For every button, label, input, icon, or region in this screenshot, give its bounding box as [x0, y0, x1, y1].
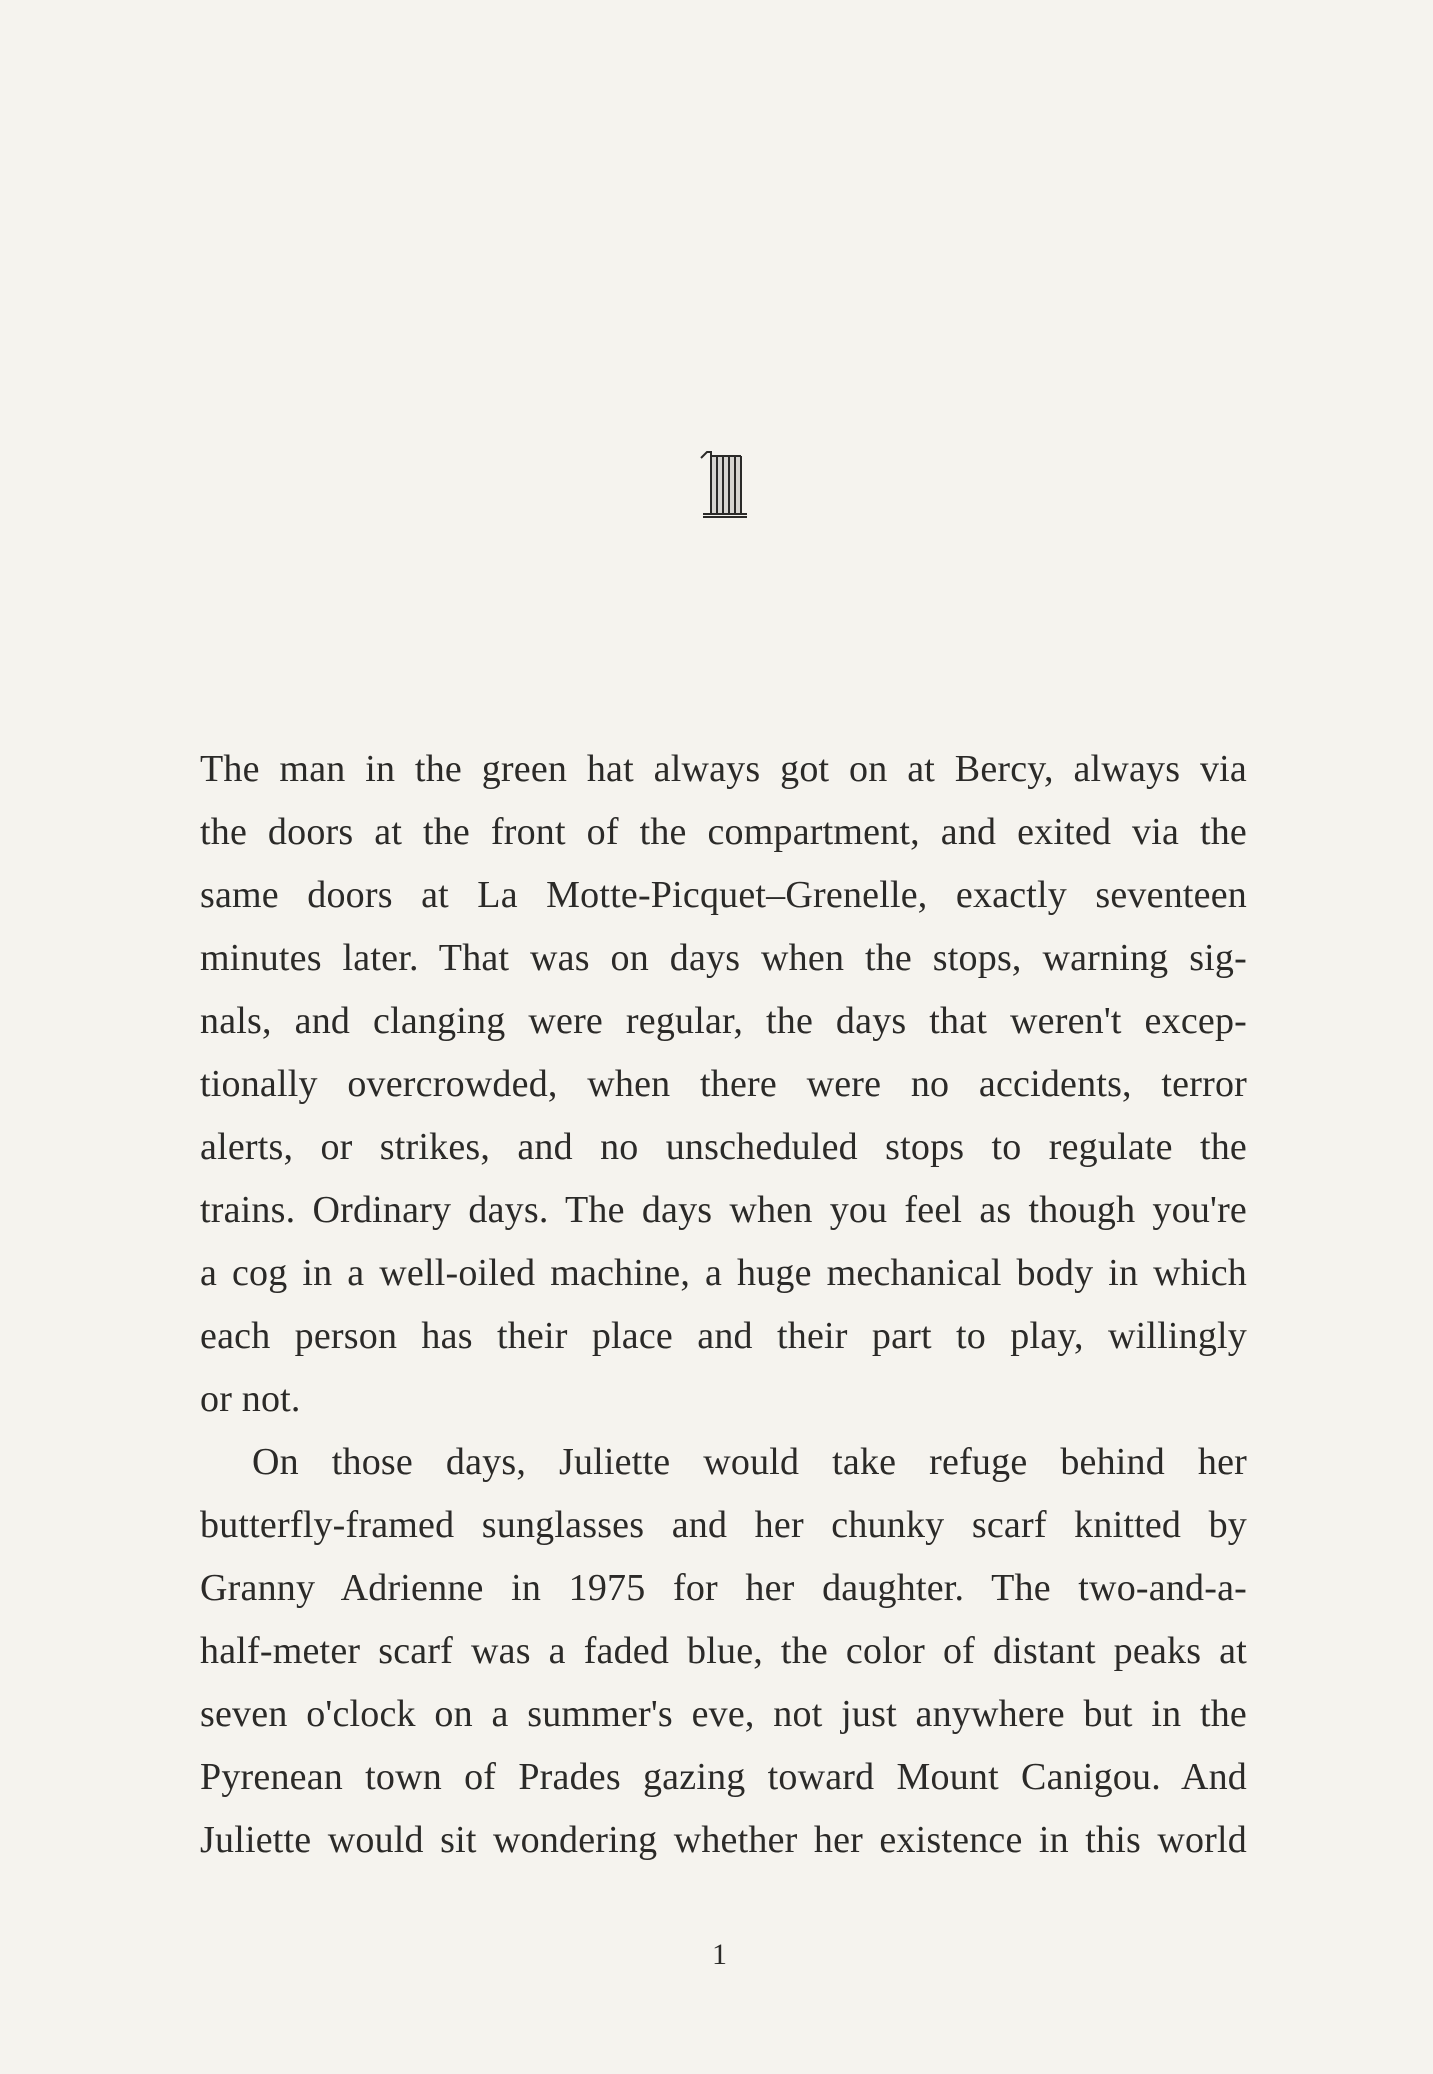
text-line: alerts, or strikes, and no unscheduled stops to regulate the: [200, 1126, 1247, 1168]
text-line: Granny Adrienne in 1975 for her daughter. The two-and-a-: [200, 1567, 1247, 1609]
text-line: On those days, Juliette would take refuge behind her: [252, 1441, 1247, 1483]
text-line: tionally overcrowded, when there were no accidents, terror: [200, 1063, 1247, 1105]
text-line: minutes later. That was on days when the stops, warning sig-: [200, 937, 1247, 979]
chapter-one-numeral-icon: [697, 448, 751, 520]
text-line: The man in the green hat always got on at Bercy, always via: [200, 748, 1247, 790]
text-line: trains. Ordinary days. The days when you feel as though you're: [200, 1189, 1247, 1231]
text-line: same doors at La Motte-Picquet–Grenelle, exactly seventeen: [200, 874, 1247, 916]
text-line: Pyrenean town of Prades gazing toward Mount Canigou. And: [200, 1756, 1247, 1798]
page-number: 1: [712, 1938, 727, 1971]
text-line: or not.: [200, 1378, 301, 1420]
text-line: the doors at the front of the compartment, and exited via the: [200, 811, 1247, 853]
text-line: half-meter scarf was a faded blue, the color of distant peaks at: [200, 1630, 1247, 1672]
body-text: [200, 738, 1247, 1872]
text-line: each person has their place and their part to play, willingly: [200, 1315, 1247, 1357]
paragraph: [200, 738, 1247, 1431]
text-line: Juliette would sit wondering whether her existence in this world: [200, 1819, 1247, 1861]
text-line: a cog in a well-oiled machine, a huge mechanical body in which: [200, 1252, 1247, 1294]
paragraph: [200, 1431, 1247, 1872]
text-line: butterfly-framed sunglasses and her chunky scarf knitted by: [200, 1504, 1247, 1546]
text-line: seven o'clock on a summer's eve, not just anywhere but in the: [200, 1693, 1247, 1735]
text-line: nals, and clanging were regular, the days that weren't excep-: [200, 1000, 1247, 1042]
